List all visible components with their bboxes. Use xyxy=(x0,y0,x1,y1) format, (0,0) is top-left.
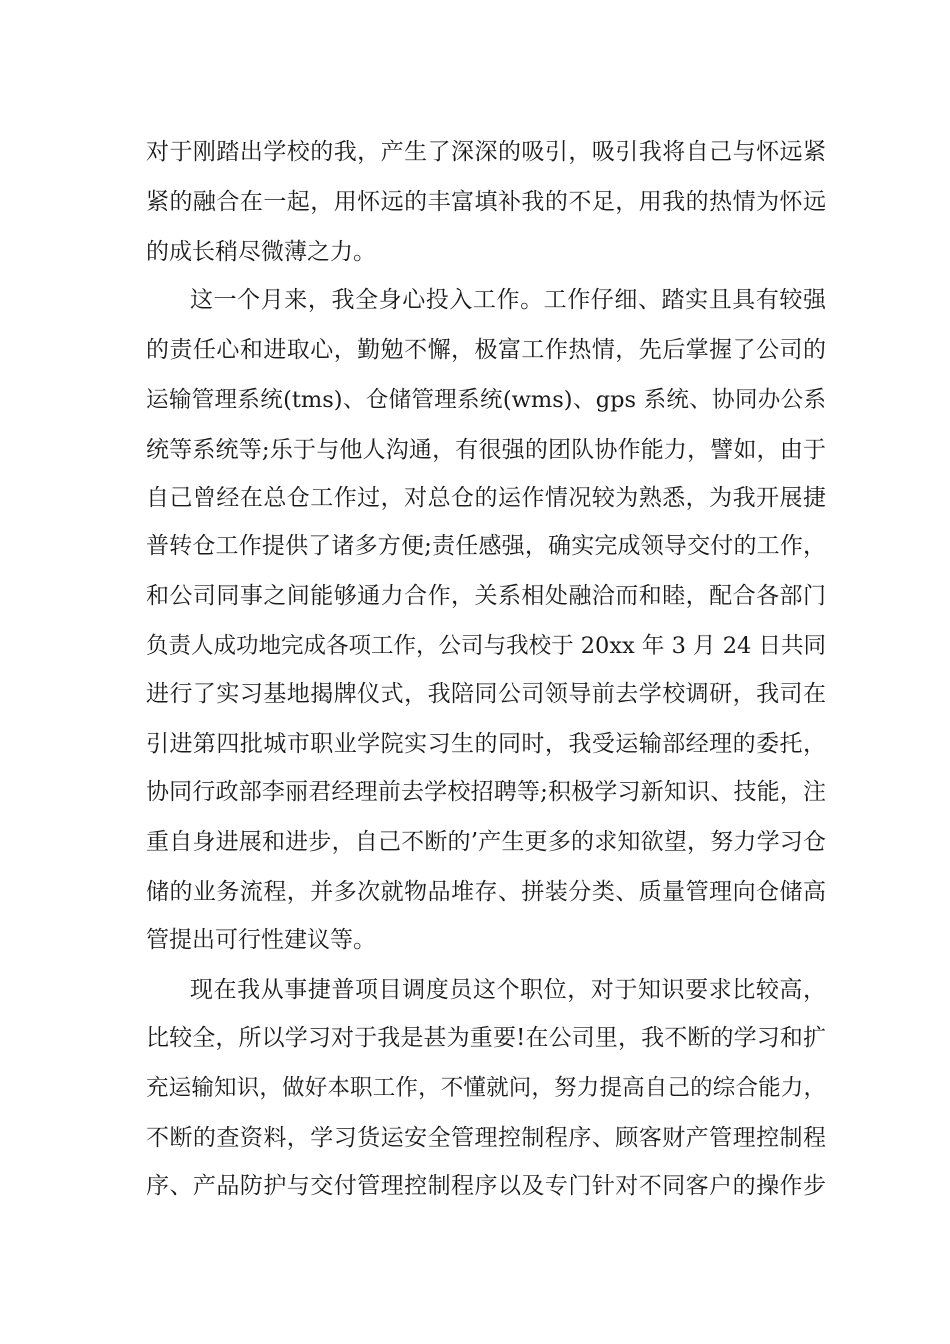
paragraph-2-line-8: 负责人成功地完成各项工作，公司与我校于 20xx 年 3 月 24 日共同 xyxy=(146,633,826,659)
paragraph-2-line-1: 这一个月来，我全身心投入工作。工作仔细、踏实且具有较强 xyxy=(190,287,826,313)
paragraph-2-line-4: 统等系统等;乐于与他人沟通，有很强的团队协作能力，譬如，由于 xyxy=(146,437,826,463)
paragraph-2-line-6: 普转仓工作提供了诸多方便;责任感强，确实完成领导交付的工作， xyxy=(146,533,826,559)
paragraph-2-line-2: 的责任心和进取心，勤勉不懈，极富工作热情，先后掌握了公司的 xyxy=(146,337,826,363)
paragraph-3-line-3: 充运输知识，做好本职工作，不懂就问，努力提高自己的综合能力， xyxy=(146,1075,826,1101)
paragraph-2-line-12: 重自身进展和进步，自己不断的’产生更多的求知欲望，努力学习仓 xyxy=(146,829,826,855)
paragraph-2-line-14: 管提出可行性建议等。 xyxy=(146,927,376,953)
paragraph-2-line-7: 和公司同事之间能够通力合作，关系相处融洽而和睦，配合各部门 xyxy=(146,583,826,609)
paragraph-2-line-13: 储的业务流程，并多次就物品堆存、拼装分类、质量管理向仓储高 xyxy=(146,879,826,905)
paragraph-2-line-3: 运输管理系统(tms)、仓储管理系统(wms)、gps 系统、协同办公系 xyxy=(146,387,826,413)
paragraph-2-line-10: 引进第四批城市职业学院实习生的同时，我受运输部经理的委托， xyxy=(146,731,826,757)
paragraph-2-line-9: 进行了实习基地揭牌仪式，我陪同公司领导前去学校调研，我司在 xyxy=(146,681,826,707)
paragraph-3-line-5: 序、产品防护与交付管理控制程序以及专门针对不同客户的操作步 xyxy=(146,1173,826,1199)
paragraph-3-line-2: 比较全，所以学习对于我是甚为重要!在公司里，我不断的学习和扩 xyxy=(146,1025,826,1051)
paragraph-3-line-1: 现在我从事捷普项目调度员这个职位，对于知识要求比较高， xyxy=(190,977,826,1003)
paragraph-1-line-3: 的成长稍尽微薄之力。 xyxy=(146,239,376,265)
paragraph-2-line-5: 自己曾经在总仓工作过，对总仓的运作情况较为熟悉，为我开展捷 xyxy=(146,485,826,511)
paragraph-3-line-4: 不断的查资料，学习货运安全管理控制程序、顾客财产管理控制程 xyxy=(146,1125,826,1151)
paragraph-1-line-1: 对于刚踏出学校的我，产生了深深的吸引，吸引我将自己与怀远紧 xyxy=(146,139,826,165)
paragraph-1-line-2: 紧的融合在一起，用怀远的丰富填补我的不足，用我的热情为怀远 xyxy=(146,189,826,215)
paragraph-2-line-11: 协同行政部李丽君经理前去学校招聘等;积极学习新知识、技能，注 xyxy=(146,779,826,805)
